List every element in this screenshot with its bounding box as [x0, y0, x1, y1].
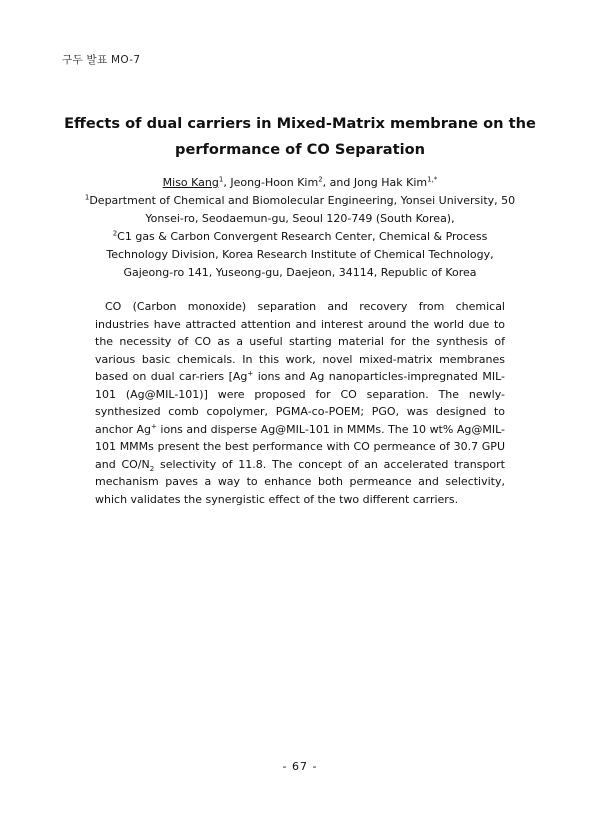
affiliation-superscript: 1: [84, 193, 90, 202]
author-name: Miso Kang: [162, 176, 219, 189]
affiliation-1-line-1: [60, 192, 540, 210]
abstract-text: selectivity of 11.8. The concept of an accelerated transport mechanism paves a way to enhance both permeance and selectivity, which validates the synergistic effect of the two different carriers.: [95, 457, 505, 506]
affiliation-1-line-2: Yonsei-ro, Seodaemun-gu, Seoul 120-749 (South Korea),: [145, 212, 455, 225]
affiliation-text: C1 gas & Carbon Convergent Research Center, Chemical & Process: [117, 230, 488, 243]
affiliations: [60, 192, 540, 282]
title-line-1: Effects of dual carriers in Mixed-Matrix membrane on the: [64, 115, 536, 132]
affiliation-2-line-3: Gajeong-ro 141, Yuseong-gu, Daejeon, 34114, Republic of Korea: [123, 266, 477, 279]
title-line-2: performance of CO Separation: [175, 141, 425, 158]
abstract-text: ions and Ag nanoparticles-impregnated MIL-101 (Ag@MIL-101)] were proposed for CO separation. The newly-synthesized comb copolymer, PGMA-co-POEM; PGO, was designed to anchor Ag: [95, 370, 505, 436]
author-superscript: 1,*: [427, 175, 438, 184]
abstract-subscript: 2: [149, 464, 155, 473]
author-superscript: 2: [318, 175, 323, 184]
affiliation-2-line-1: [60, 228, 540, 246]
author-name: Jeong-Hoon Kim: [230, 176, 319, 189]
session-label: 구두 발표 MO-7: [62, 54, 141, 66]
author-separator: , and: [322, 176, 354, 189]
affiliation-superscript: 2: [112, 229, 118, 238]
abstract-paragraph: [95, 298, 505, 508]
abstract: [95, 298, 505, 508]
paper-title: [60, 111, 540, 163]
abstract-superscript: +: [247, 369, 254, 378]
author-name: Jong Hak Kim: [353, 176, 428, 189]
page-number: - 67 -: [282, 760, 318, 773]
affiliation-2-line-2: Technology Division, Korea Research Institute of Chemical Technology,: [106, 248, 494, 261]
author-separator: ,: [223, 176, 231, 189]
abstract-superscript: +: [151, 421, 157, 430]
abstract-text: ions and disperse Ag@MIL-101 in MMMs. The 10 wt% Ag@MIL-101 MMMs present the best performance with CO permeance of 30.7 GPU and CO/N: [95, 422, 505, 471]
affiliation-text: Department of Chemical and Biomolecular Engineering, Yonsei University, 50: [89, 194, 516, 207]
author-list: [60, 174, 540, 192]
abstract-text: CO (Carbon monoxide) separation and recovery from chemical industries have attracted attention and interest around the world due to the necessity of CO as a useful starting material for the synthesis of various basic chemicals. In this work, novel mixed-matrix membranes based on dual car-riers [Ag: [95, 300, 505, 383]
author-superscript: 1: [218, 175, 224, 184]
